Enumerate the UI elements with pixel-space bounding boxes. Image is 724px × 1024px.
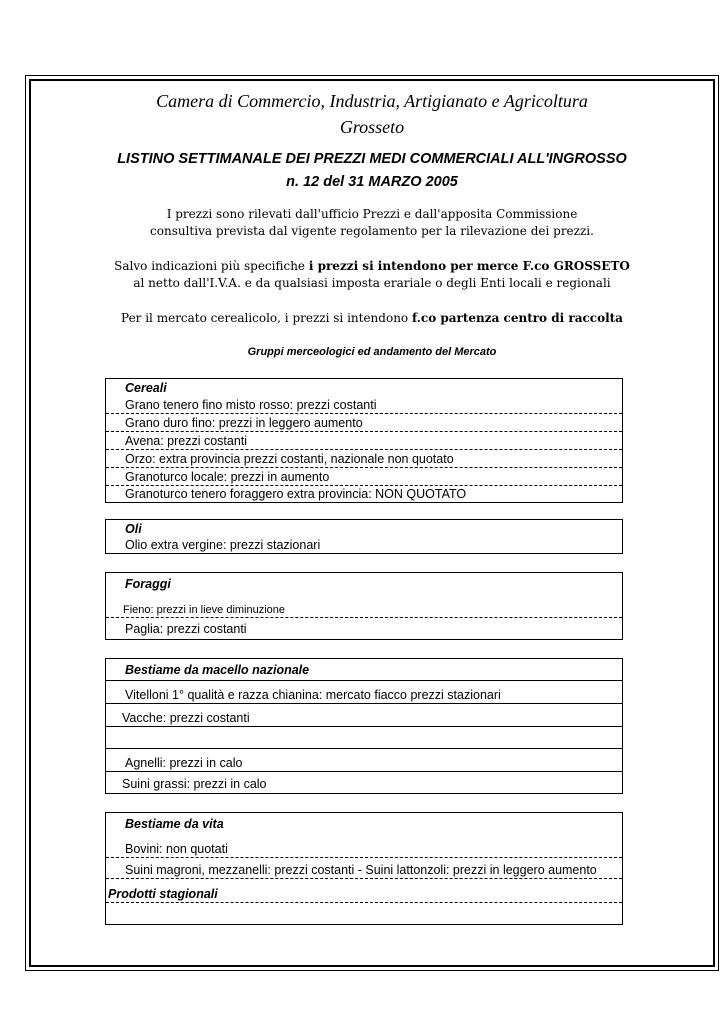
delivery-terms-bold: i prezzi si intendono per merce F.co GROSSETO <box>308 259 630 273</box>
delivery-terms-line-1 <box>40 259 704 273</box>
group-foraggi <box>105 572 623 640</box>
list-item: Avena: prezzi costanti <box>106 432 622 450</box>
list-item: Orzo: extra provincia prezzi costanti, nazionale non quotato <box>106 450 622 468</box>
list-item: Agnelli: prezzi in calo <box>106 749 622 772</box>
group-title: Foraggi <box>125 577 171 591</box>
list-item: Vitelloni 1° qualità e razza chianina: mercato fiacco prezzi stazionari <box>106 681 622 704</box>
list-item: Suini magroni, mezzanelli: prezzi costanti - Suini lattonzoli: prezzi in leggero aumento <box>106 858 622 879</box>
list-item: Vacche: prezzi costanti <box>106 704 622 727</box>
group-cereali <box>105 378 623 503</box>
list-item: Grano duro fino: prezzi in leggero aumento <box>106 414 622 432</box>
intro-line-2: consultiva prevista dal vigente regolamento per la rilevazione dei prezzi. <box>150 224 594 238</box>
list-item: Fieno: prezzi in lieve diminuzione <box>106 596 622 618</box>
group-bestiame-vita <box>105 812 623 925</box>
cereal-market-plain: Per il mercato cerealicolo, i prezzi si intendono <box>121 311 412 325</box>
list-item: Grano tenero fino misto rosso: prezzi costanti <box>106 396 622 414</box>
row-divider <box>106 659 622 681</box>
group-bestiame-macello <box>105 658 623 794</box>
delivery-terms-plain: Salvo indicazioni più specifiche <box>114 259 309 273</box>
intro-line-1: I prezzi sono rilevati dall'ufficio Prezzi e dall'apposita Commissione <box>166 207 578 221</box>
cereal-market-bold: f.co partenza centro di raccolta <box>411 311 623 325</box>
cereal-market-note <box>40 311 704 325</box>
group-oli <box>105 519 623 554</box>
list-item: Suini grassi: prezzi in calo <box>122 777 267 791</box>
section-heading: Gruppi merceologici ed andamento del Mercato <box>247 346 497 358</box>
list-item: Paglia: prezzi costanti <box>125 622 247 636</box>
list-item: Granoturco tenero foraggero extra provincia: NON QUOTATO <box>125 487 467 501</box>
document-title: LISTINO SETTIMANALE DEI PREZZI MEDI COMMERCIALI ALL'INGROSSO <box>117 151 627 167</box>
list-item: Olio extra vergine: prezzi stazionari <box>125 538 321 552</box>
group-title: Bestiame da vita <box>125 817 224 831</box>
subgroup-title: Prodotti stagionali <box>108 887 218 901</box>
delivery-terms-line-2: al netto dall'I.V.A. e da qualsiasi imposta erariale o degli Enti locali e regionali <box>133 276 611 290</box>
list-item: Bovini: non quotati <box>106 835 622 858</box>
row-divider <box>106 879 622 903</box>
group-title: Oli <box>125 522 142 536</box>
group-title: Cereali <box>125 381 167 395</box>
chamber-name: Camera di Commercio, Industria, Artigianato e Agricoltura <box>156 91 588 111</box>
list-item <box>106 727 622 749</box>
document-number-date: n. 12 del 31 MARZO 2005 <box>286 174 458 190</box>
city-name: Grosseto <box>339 117 405 137</box>
list-item: Granoturco locale: prezzi in aumento <box>106 468 622 486</box>
group-title: Bestiame da macello nazionale <box>125 663 310 677</box>
